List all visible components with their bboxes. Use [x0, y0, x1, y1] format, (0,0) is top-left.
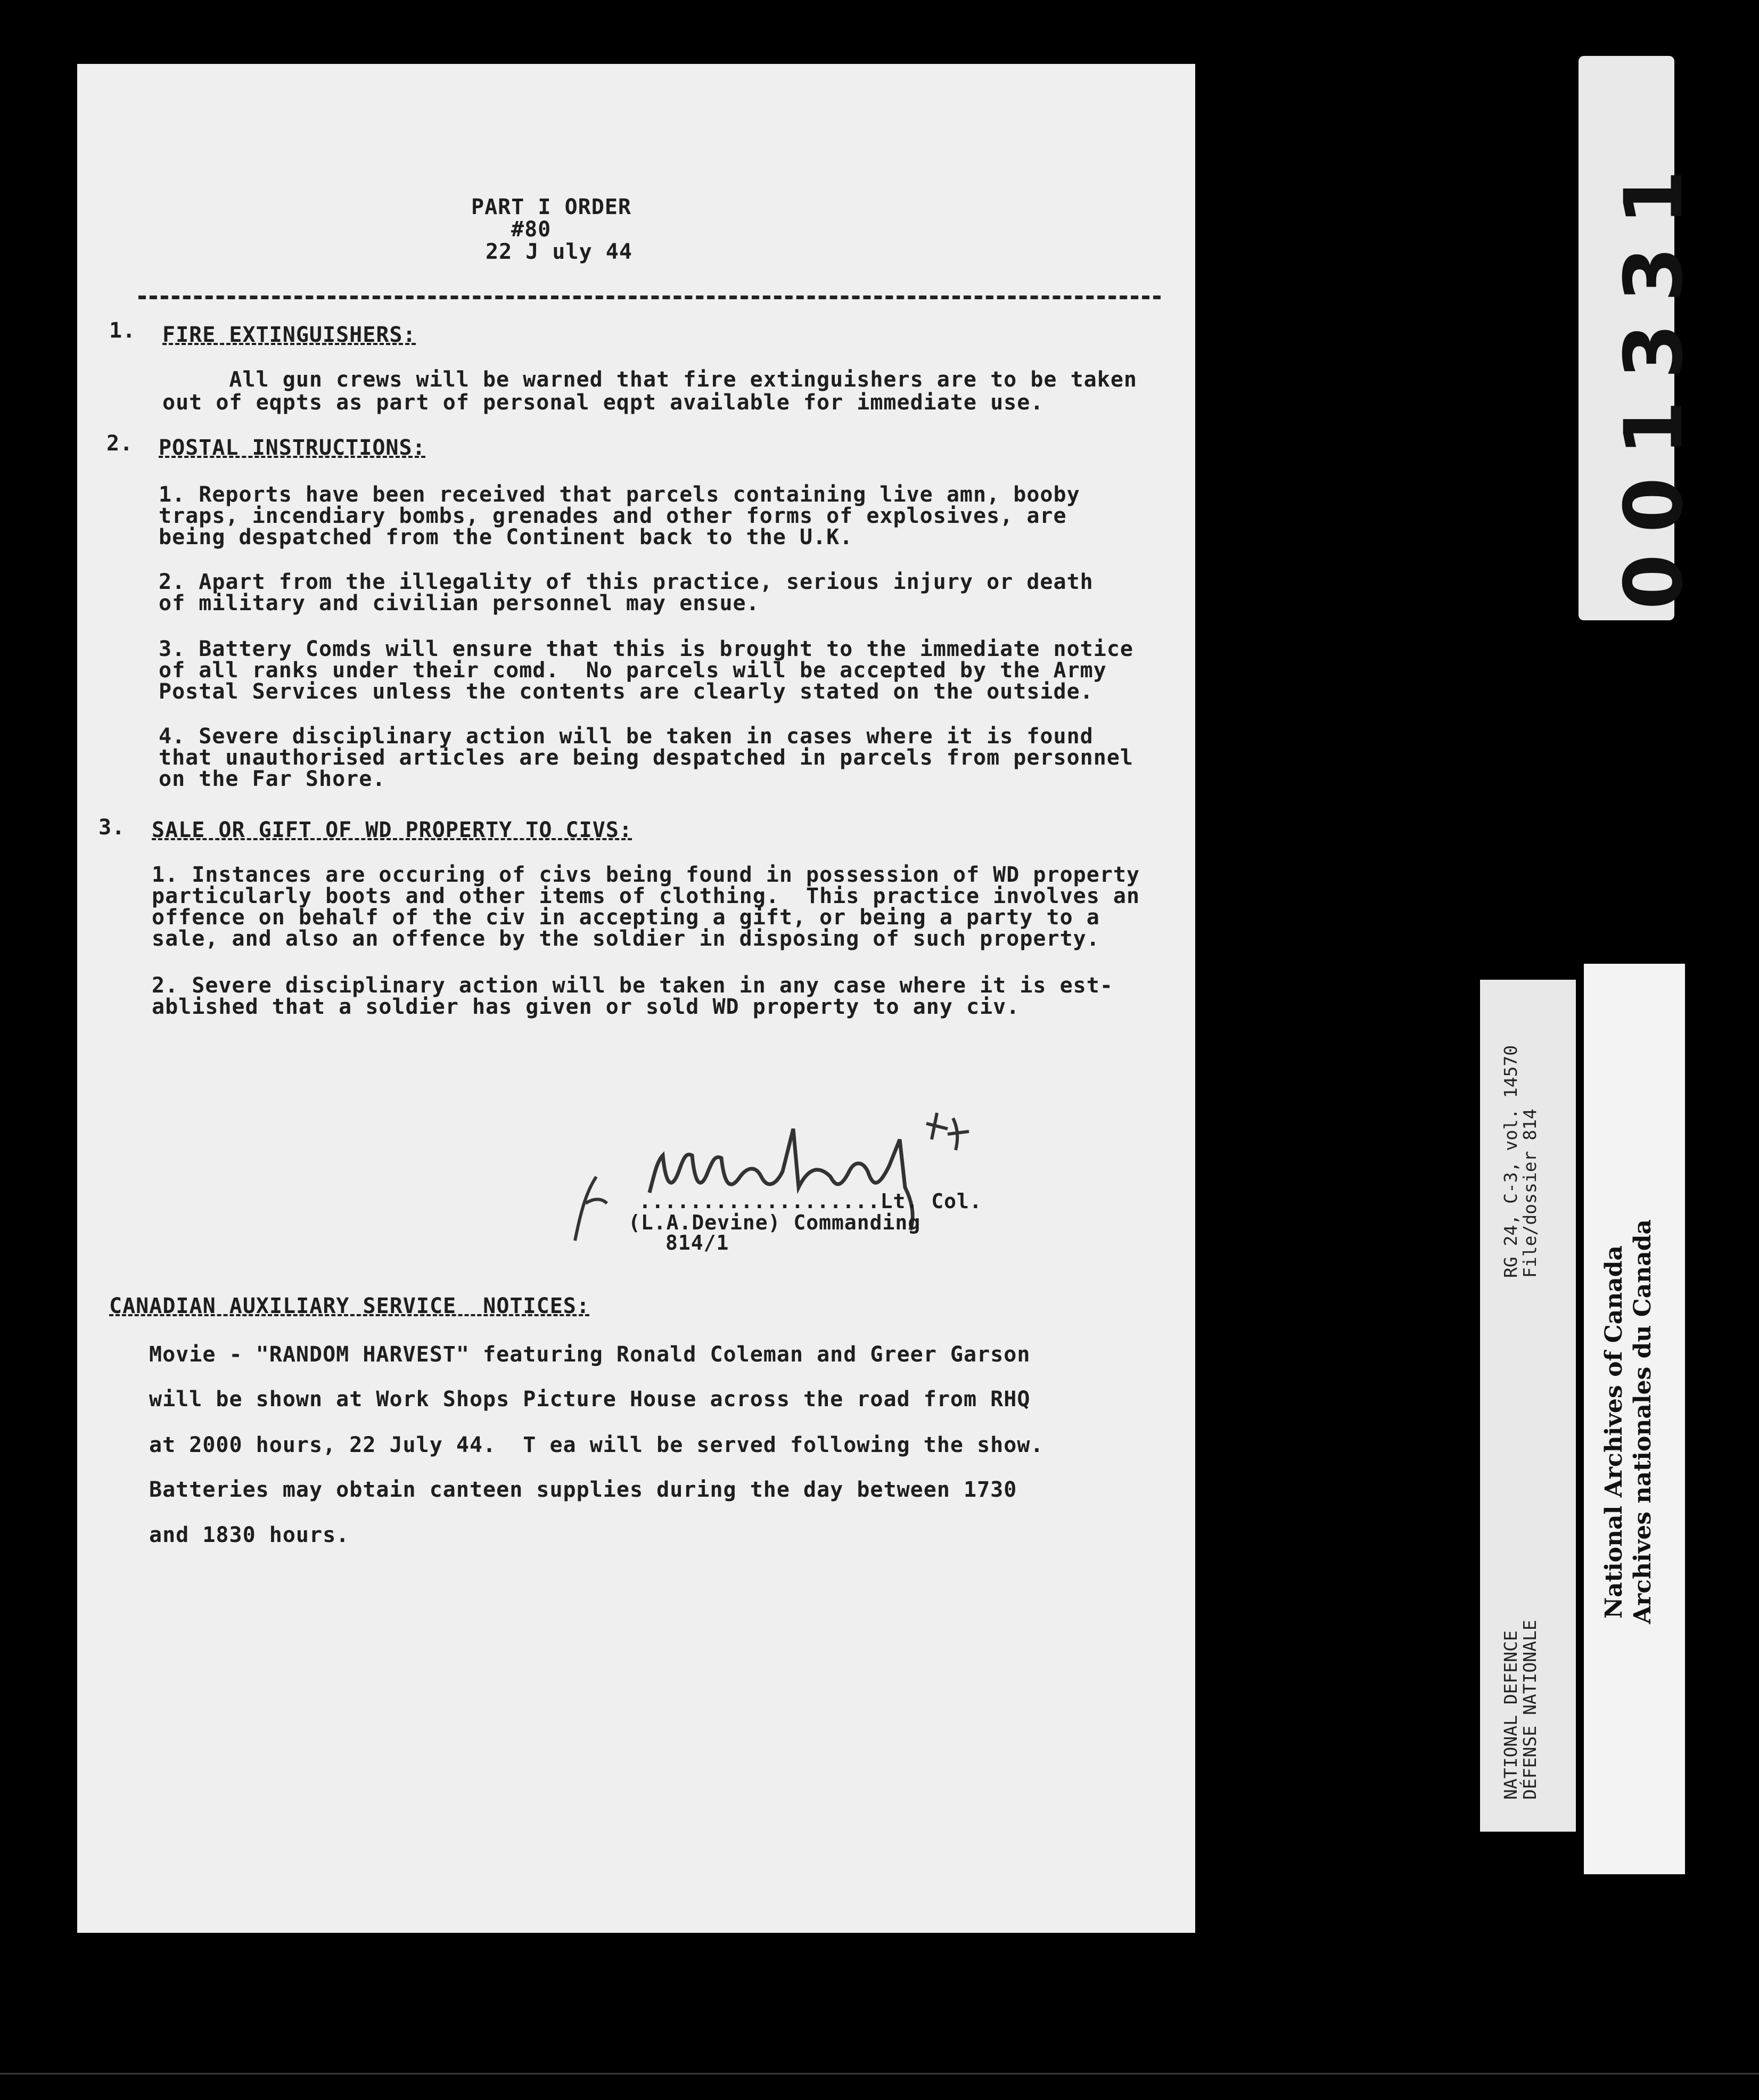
section-2-heading: POSTAL INSTRUCTIONS: [159, 436, 426, 460]
section-3-para-1-line-3: offence on behalf of the civ in accepting a gift, or being a party to a [152, 905, 1100, 930]
section-3-heading: SALE OR GIFT OF WD PROPERTY TO CIVS: [152, 818, 632, 842]
notices-line-2: will be shown at Work Shops Picture House across the road from RHQ [149, 1387, 1031, 1412]
section-2-para-2-line-2: of military and civilian personnel may ensue. [159, 591, 760, 616]
signature-dots-line: ...................Lt. Col. [639, 1190, 982, 1213]
section-1-line-1: All gun crews will be warned that fire extinguishers are to be taken [162, 367, 1137, 392]
section-2-para-3-line-1: 3. Battery Comds will ensure that this is brought to the immediate notice [159, 637, 1133, 661]
order-number: #80 [511, 217, 552, 242]
section-2-para-1-line-1: 1. Reports have been received that parcels containing live amn, booby [159, 482, 1080, 507]
national-archives-label [1584, 964, 1685, 1874]
header-divider [138, 296, 1161, 299]
department-line-1: NATIONAL DEFENCE [1500, 1630, 1521, 1800]
section-2-para-2-line-1: 2. Apart from the illegality of this practice, serious injury or death [159, 570, 1094, 594]
order-date: 22 J uly 44 [486, 240, 632, 264]
signature-ref-line: 814/1 [665, 1231, 729, 1254]
section-2-number: 2. [106, 431, 134, 456]
archive-ref-line-1: RG 24, C-3, vol. 14570 [1500, 1045, 1521, 1278]
section-3-para-2-line-2: ablished that a soldier has given or sold WD property to any civ. [152, 995, 1020, 1019]
section-3-para-1-line-1: 1. Instances are occuring of civs being found in possession of WD property [152, 863, 1140, 887]
section-2-para-1-line-2: traps, incendiary bombs, grenades and other forms of explosives, are [159, 504, 1067, 528]
frame-number-stamp [1579, 56, 1700, 620]
section-2-para-1-line-3: being despatched from the Continent back to the U.K. [159, 525, 853, 549]
department-line-2: DÉFENSE NATIONALE [1519, 1620, 1540, 1800]
section-3-para-1-line-2: particularly boots and other items of clothing. This practice involves an [152, 884, 1140, 908]
notices-line-4: Batteries may obtain canteen supplies during the day between 1730 [149, 1478, 1017, 1502]
section-1-line-2: out of eqpts as part of personal eqpt available for immediate use. [162, 390, 1044, 415]
archives-french: Archives nationales du Canada [1629, 1219, 1656, 1624]
notices-line-3: at 2000 hours, 22 July 44. T ea will be served following the show. [149, 1433, 1044, 1457]
section-3-para-2-line-1: 2. Severe disciplinary action will be taken in any case where it is est- [152, 973, 1113, 998]
notices-line-5: and 1830 hours. [149, 1523, 350, 1547]
section-2-para-4-line-1: 4. Severe disciplinary action will be taken in cases where it is found [159, 724, 1094, 749]
archives-english: National Archives of Canada [1600, 1245, 1628, 1619]
section-3-para-1-line-4: sale, and also an offence by the soldier in disposing of such property. [152, 926, 1100, 951]
section-2-para-3-line-2: of all ranks under their comd. No parcels will be accepted by the Army [159, 658, 1107, 683]
archive-reference-label [1480, 980, 1576, 1832]
order-title: PART I ORDER [471, 195, 631, 219]
signature-name-line: (L.A.Devine) Commanding [628, 1211, 921, 1234]
section-1-heading: FIRE EXTINGUISHERS: [162, 323, 416, 347]
notices-line-1: Movie - "RANDOM HARVEST" featuring Ronald Coleman and Greer Garson [149, 1342, 1031, 1367]
scan-bottom-edge [0, 2073, 1759, 2074]
section-2-para-3-line-3: Postal Services unless the contents are clearly stated on the outside. [159, 679, 1094, 704]
archive-ref-line-2: File/dossier 814 [1519, 1109, 1540, 1278]
notices-heading: CANADIAN AUXILIARY SERVICE NOTICES: [109, 1294, 590, 1318]
section-2-para-4-line-3: on the Far Shore. [159, 767, 386, 791]
frame-number: 001331 [1608, 148, 1700, 610]
handwritten-signature [564, 1108, 1043, 1267]
section-3-number: 3. [98, 815, 126, 840]
section-1-number: 1. [109, 318, 136, 343]
section-2-para-4-line-2: that unauthorised articles are being despatched in parcels from personnel [159, 745, 1133, 770]
